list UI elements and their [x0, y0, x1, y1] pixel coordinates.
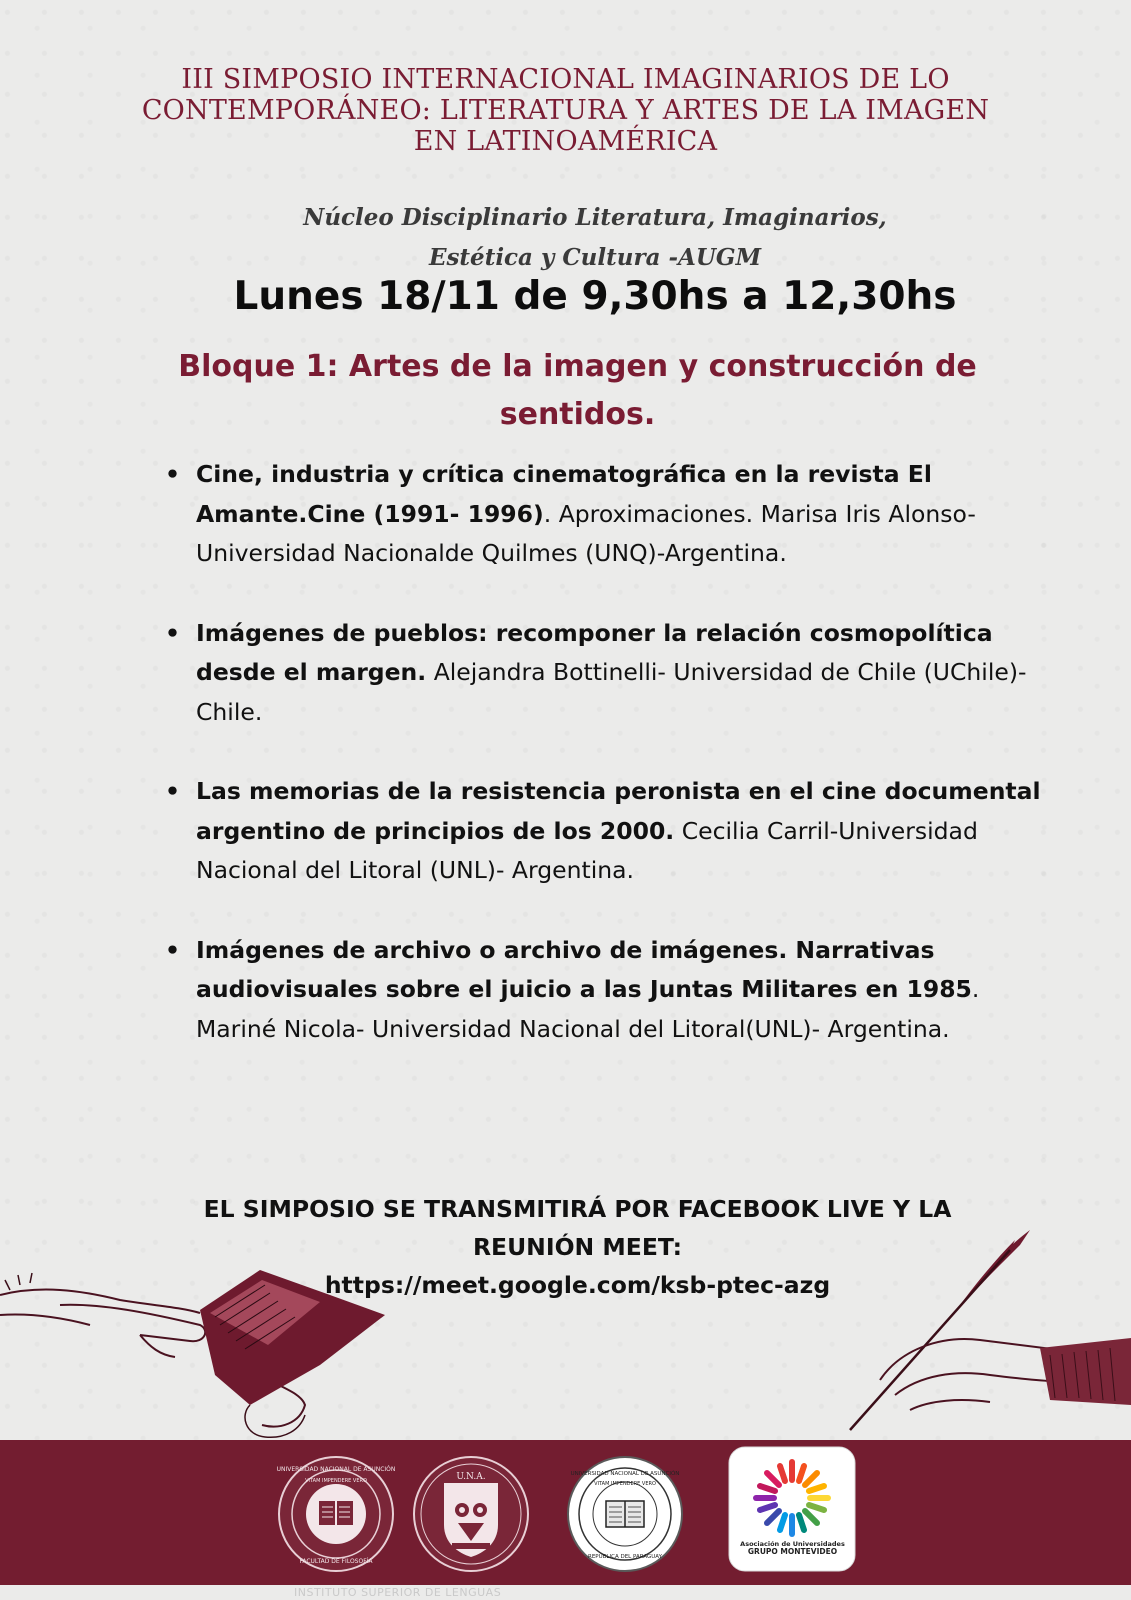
una-name: U.N.A. [456, 1472, 486, 1482]
talk-author: . Mariné Nicola- Universidad Nacional del Litoral(UNL)- Argentina. [196, 975, 980, 1043]
asuncion-motto: VITAM IMPENDERE VERO [594, 1481, 656, 1487]
bullet: • [165, 935, 181, 964]
augm-line-1: Asociación de Universidades [740, 1540, 845, 1548]
bullet: • [165, 618, 181, 647]
talk-author: Cecilia Carril-Universidad Nacional del Litoral (UNL)- Argentina. [196, 816, 978, 884]
una-seal [412, 1455, 530, 1573]
quill-hand-icon [840, 1230, 1131, 1435]
owl-shield-icon [444, 1483, 498, 1557]
broadcast-line-1: EL SIMPOSIO SE TRANSMITIRÁ POR FACEBOOK LIVE Y LA [203, 1195, 952, 1223]
bullet: • [165, 460, 181, 488]
subtitle-line-2: Estética y Cultura -AUGM [428, 244, 762, 271]
block-heading-line-1: Bloque 1: Artes de la imagen y construcción de [178, 349, 977, 384]
asuncion-seal [566, 1455, 684, 1573]
talk-title: Cine, industria y crítica cinematográfica en la revista El Amante.Cine (1991- 1996) [196, 460, 932, 528]
subtitle-line-1: Núcleo Disciplinario Literatura, Imaginarios, [303, 204, 887, 231]
book-seal-icon [319, 1501, 353, 1525]
block-heading [0, 343, 1131, 439]
filosofia-seal [277, 1455, 395, 1573]
talk-title: Las memorias de la resistencia peronista en el cine documental argentino de principios de los 2000. [196, 777, 1041, 845]
book-seal-icon [606, 1501, 644, 1527]
event-title-line-3: EN LATINOAMÉRICA [413, 126, 718, 157]
bullet: • [165, 777, 181, 805]
block-heading-line-2: sentidos. [499, 397, 656, 432]
hands-holding-book-icon [0, 1255, 400, 1445]
list-item [165, 772, 1045, 891]
talk-title: Imágenes de pueblos: recomponer la relación cosmopolítica desde el margen. [196, 618, 993, 686]
augm-name [730, 1540, 855, 1556]
augm-line-2: GRUPO MONTEVIDEO [747, 1547, 838, 1556]
asuncion-sub: REPÚBLICA DEL PARAGUAY [588, 1554, 662, 1560]
list-item [165, 931, 1045, 1050]
filosofia-sub: FACULTAD DE FILOSOFÍA [299, 1558, 373, 1565]
event-date: Lunes 18/11 de 9,30hs a 12,30hs [233, 274, 957, 319]
event-title [0, 64, 1131, 157]
talk-list [165, 455, 1045, 1089]
talk-title: Imágenes de archivo o archivo de imágenes. Narrativas audiovisuales sobre el juicio a las Juntas Militares en 1985 [196, 935, 972, 1003]
talk-author: Alejandra Bottinelli- Universidad de Chile (UChile)-Chile. [196, 658, 1027, 726]
talk-author: . Aproximaciones. Marisa Iris Alonso- Universidad Nacionalde Quilmes (UNQ)-Argentina. [196, 499, 976, 567]
list-item [165, 614, 1045, 733]
list-item [165, 455, 1045, 574]
meet-link[interactable]: https://meet.google.com/ksb-ptec-azg [324, 1271, 831, 1299]
event-title-line-1: III SIMPOSIO INTERNACIONAL IMAGINARIOS DE LO [181, 64, 950, 95]
faint-institute-label: INSTITUTO SUPERIOR DE LENGUAS [294, 1586, 502, 1599]
filosofia-motto: VITAM IMPENDERE VERO [305, 1478, 367, 1484]
asuncion-name: UNIVERSIDAD NACIONAL DE ASUNCIÓN [570, 1471, 680, 1477]
event-title-line-2: CONTEMPORÁNEO: LITERATURA Y ARTES DE LA IMAGEN [141, 95, 990, 126]
filosofia-name: UNIVERSIDAD NACIONAL DE ASUNCIÓN [277, 1466, 395, 1473]
event-subtitle [0, 198, 1131, 278]
broadcast-line-2: REUNIÓN MEET: [472, 1233, 683, 1261]
